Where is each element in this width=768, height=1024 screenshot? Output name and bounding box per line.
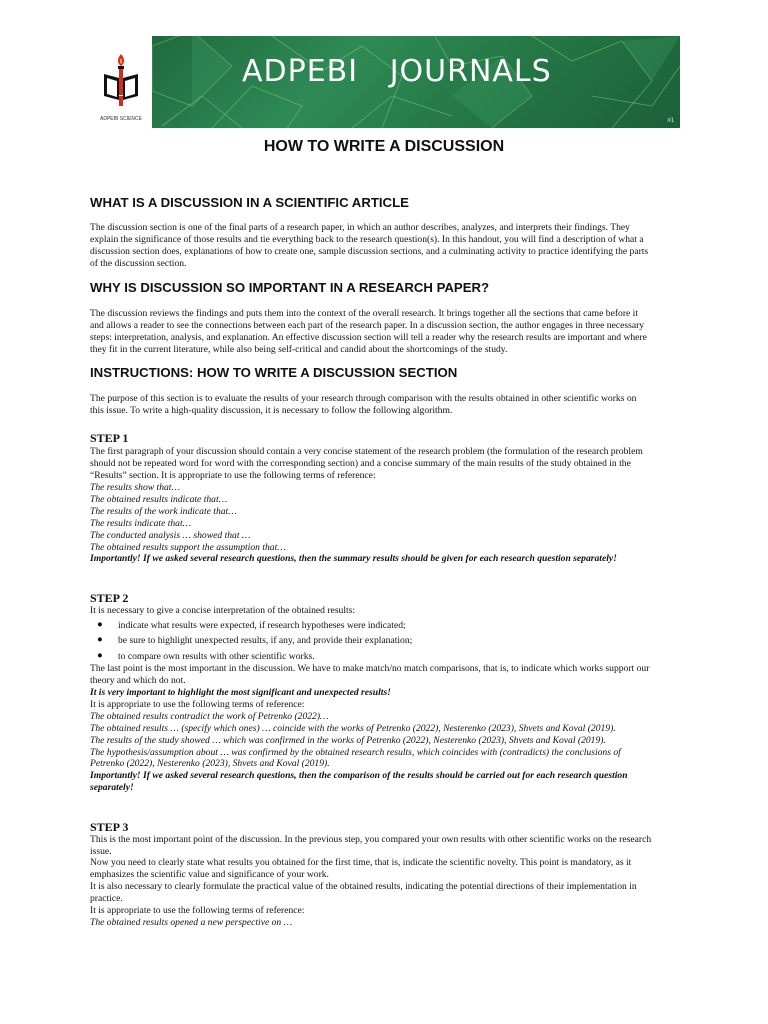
reference-phrase: The results indicate that… [90,518,192,529]
paragraph-line: The discussion section is one of the final parts of a research paper, in which an author describes, analyzes, and interprets their findings. They [90,222,630,233]
paragraph-line: this issue. To write a high-quality discussion, it is necessary to follow the following algorithm. [90,405,453,416]
bullet-item: indicate what results were expected, if research hypotheses were indicated; [118,620,406,631]
paragraph-line: The last point is the most important in the discussion. We have to make match/no match comparisons, that is, to indicate which works support our [90,663,650,674]
important-emphasis: It is very important to highlight the most significant and unexpected results! [90,687,391,698]
reference-phrase: The obtained results support the assumption that… [90,542,286,553]
section-heading-instructions: INSTRUCTIONS: HOW TO WRITE A DISCUSSION SECTION [90,365,458,380]
paragraph-line: The purpose of this section is to evaluate the results of your research through comparison with the results obtained in other scientific works on [90,393,637,404]
reference-phrase: The results of the study showed … which was confirmed in the works of Petrenko (2022), Nesterenko (2023), Shvets and Koval (2019). [90,735,606,746]
paragraph-line: discussion section does, explanations of how to create one, sample discussion sections, and a culminating activity to practice identifying the parts [90,246,649,257]
paragraph-line: Now you need to clearly state what results you obtained for the first time, that is, indicate the scientific novelty. This point is mandatory, as it [90,857,632,868]
paragraph-line: It is also necessary to clearly formulate the practical value of the obtained results, indicating the potential directions of their implementation in [90,881,637,892]
bullet-item: be sure to highlight unexpected results, if any, and provide their explanation; [118,635,413,646]
document-title: HOW TO WRITE A DISCUSSION [263,138,505,155]
reference-phrase: The obtained results contradict the work of Petrenko (2022)… [90,711,329,722]
journal-banner [152,36,680,128]
paragraph-line: The discussion reviews the findings and puts them into the context of the overall research. It brings together all the sections that came before it [90,308,639,319]
paragraph-line: It is appropriate to use the following terms of reference: [90,905,305,916]
paragraph-line: This is the most important point of the discussion. In the previous step, you compared your own results with other scientific works on the research [90,834,652,845]
reference-phrase: The results show that… [90,482,180,493]
paragraph-line: and allows a reader to see the connections between each part of the research paper. In a discussion section, the author engages in three necessary [90,320,645,331]
reference-phrase: The hypothesis/assumption about … was confirmed by the obtained research results, which coincides with (contradicts) the conclusions of [90,747,621,758]
step-1-heading: STEP 1 [90,431,129,445]
paragraph-line: they fit in the current literature, while also being self-critical and candid about the shortcomings of the study. [90,344,508,355]
bullet-icon: ● [97,650,103,661]
logo-caption: ADPEBI SCIENCE [100,116,142,122]
journal-logo [90,36,152,128]
step-3-heading: STEP 3 [90,820,129,834]
section-heading-why-important: WHY IS DISCUSSION SO IMPORTANT IN A RESEARCH PAPER? [90,280,490,295]
reference-phrase: The obtained results indicate that… [90,494,228,505]
paragraph-line: “Results” section. It is appropriate to use the following terms of reference: [90,470,376,481]
section-heading-what-is: WHAT IS A DISCUSSION IN A SCIENTIFIC ARTICLE [90,195,409,210]
reference-phrase: The obtained results opened a new perspective on … [90,917,293,928]
step-2-heading: STEP 2 [90,591,129,605]
reference-phrase: The conducted analysis … showed that … [90,530,251,541]
paragraph-line: should not be repeated word for word with the corresponding section) and a concise summary of the main results of the study obtained in the [90,458,631,469]
paragraph-line: It is necessary to give a concise interpretation of the obtained results: [90,605,356,616]
book-torch-icon [104,52,138,114]
paragraph-line: It is appropriate to use the following terms of reference: [90,699,305,710]
important-note: Importantly! If we asked several research questions, then the summary results should be given for each research question separately! [90,553,617,564]
important-note: separately! [90,782,134,793]
paragraph-line: emphasizes the scientific value and significance of your work. [90,869,329,880]
important-note: Importantly! If we asked several research questions, then the comparison of the results should be carried out for each research question [90,770,628,781]
paragraph-line: explain the significance of those results and tie everything back to the research question(s). In this handout, you will find a description of what a [90,234,644,245]
bullet-item: to compare own results with other scientific works. [118,651,315,662]
paragraph-line: issue. [90,846,112,857]
journal-brand-title: ADPEBI JOURNALS [242,54,552,89]
reference-phrase: The results of the work indicate that… [90,506,237,517]
paragraph-line: of the discussion section. [90,258,187,269]
banner-note: #1 [667,118,674,124]
reference-phrase: Petrenko (2022), Nesterenko (2023), Shvets and Koval (2019). [90,758,330,769]
bullet-icon: ● [97,619,103,630]
paragraph-line: theory and which do not. [90,675,186,686]
bullet-icon: ● [97,634,103,645]
journal-header [90,36,680,128]
reference-phrase: The obtained results … (specify which ones) … coincide with the works of Petrenko (2022), Nesterenko (2023), Shvets and Koval (2019). [90,723,616,734]
paragraph-line: steps: interpretation, analysis, and explanation. An effective discussion section will tell a reader why the research results are important and where [90,332,647,343]
paragraph-line: practice. [90,893,123,904]
paragraph-line: The first paragraph of your discussion should contain a very concise statement of the research problem (the formulation of the research problem [90,446,643,457]
